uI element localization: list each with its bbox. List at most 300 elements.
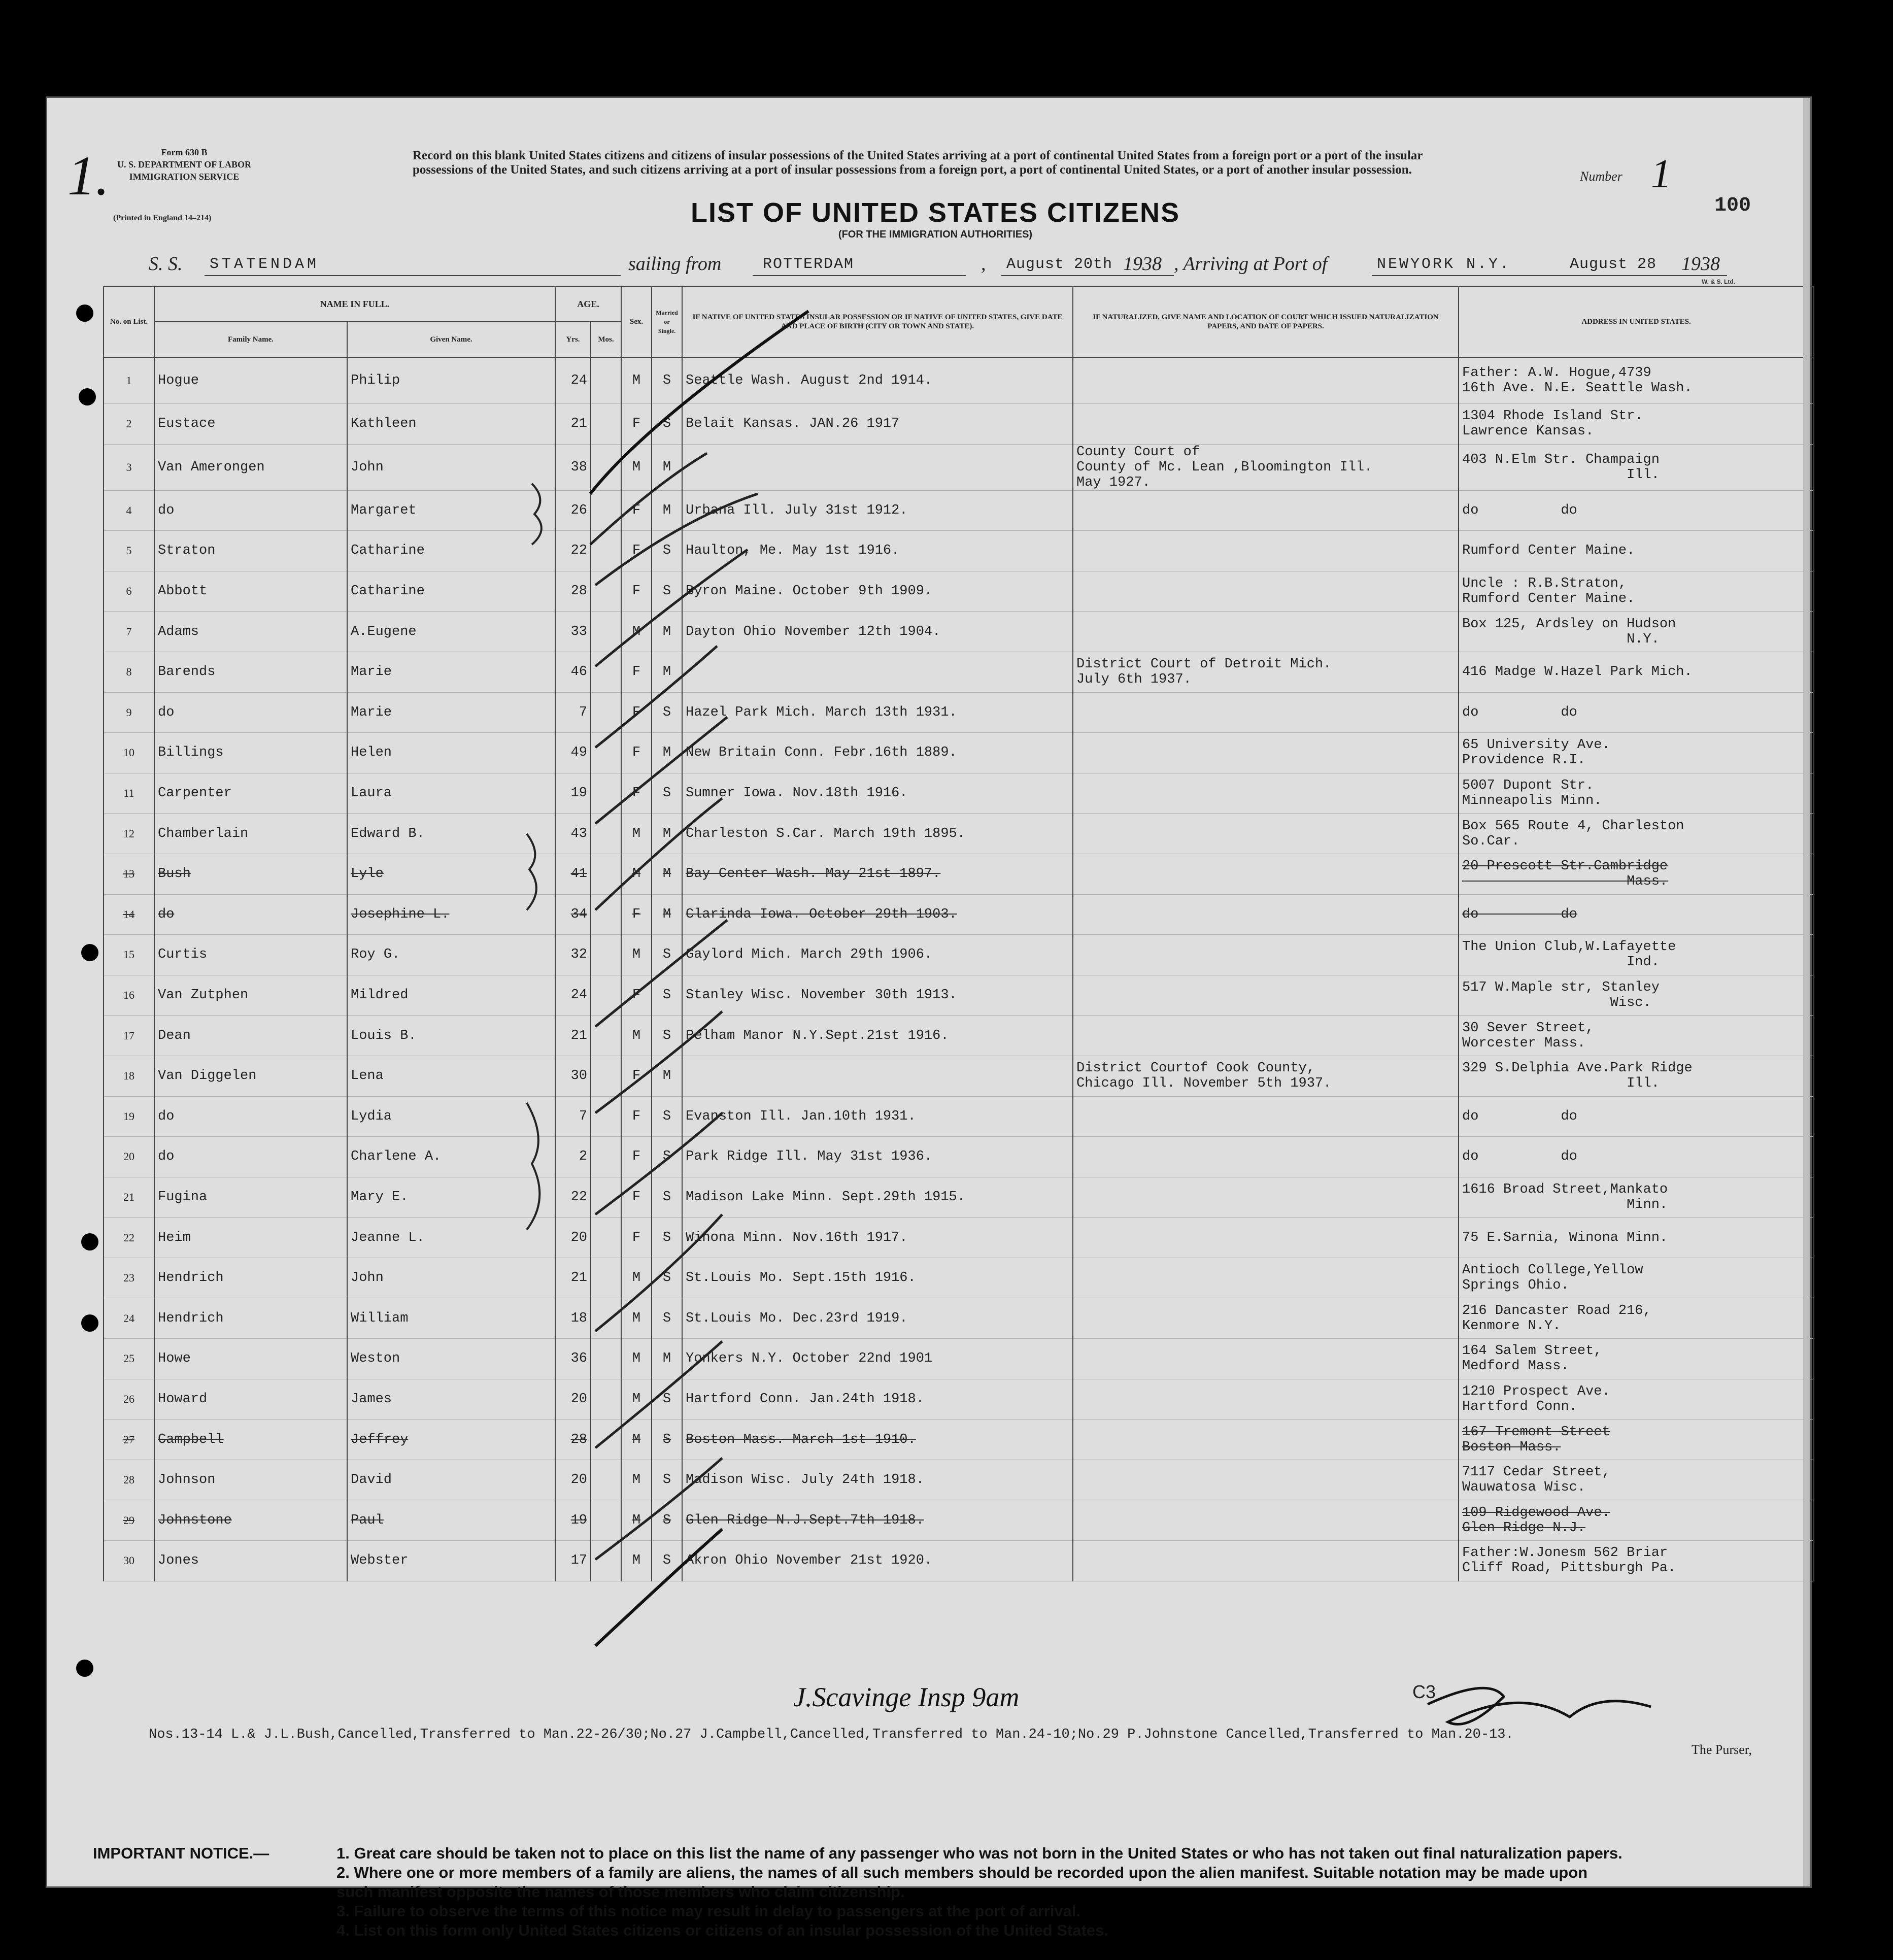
birth-place-date-text: Byron Maine. October 9th 1909.	[686, 584, 933, 599]
us-address-text: do do	[1462, 1108, 1577, 1124]
marital-status-text: S	[662, 1230, 671, 1245]
given-name-text: Marie	[351, 664, 392, 680]
sex-text: F	[632, 584, 641, 599]
row-number-text: 5	[126, 544, 132, 557]
age-years-text: 28	[570, 1432, 588, 1447]
row-number-text: 3	[126, 460, 132, 474]
us-address-text: 5007 Dupont Str. Minneapolis Minn.	[1462, 778, 1602, 809]
family-name-text: Fugina	[158, 1189, 208, 1205]
age-years-text: 17	[570, 1553, 588, 1569]
header-given-name: Given Name.	[347, 322, 555, 357]
check-mark-2	[590, 453, 707, 545]
naturalization-court-text: District Court of Detroit Mich. July 6th 1937.	[1076, 657, 1332, 688]
family-name-text: Chamberlain	[158, 826, 249, 841]
sex-text: M	[632, 1432, 641, 1447]
marital-status-text: M	[662, 502, 671, 518]
notice-item: 2. Where one or more members of a family are aliens, the names of all such members should be recorded upon the alien manifest. Suitable notation may be made upon	[336, 1864, 1588, 1881]
birth-place-date-text: New Britain Conn. Febr.16th 1889.	[686, 745, 957, 761]
age-years-text: 7	[579, 1108, 588, 1124]
sex-text: M	[632, 459, 641, 475]
family-name-text: Hendrich	[158, 1310, 224, 1326]
marital-status-text: S	[662, 1310, 671, 1326]
notice-item: 4. List on this form only United States citizens or citizens of an insular possession of the United States.	[336, 1921, 1108, 1939]
from-port: ROTTERDAM	[763, 256, 855, 273]
age-years-text: 21	[570, 1270, 588, 1286]
marital-status-text: M	[662, 866, 671, 882]
family-name-text: Jones	[158, 1553, 199, 1569]
family-name-text: Heim	[158, 1230, 191, 1245]
age-years-text: 28	[570, 584, 588, 599]
check-mark-5	[595, 646, 717, 748]
age-years-text: 21	[570, 416, 588, 432]
family-name-text: do	[158, 502, 175, 518]
sex-text: F	[632, 502, 641, 518]
us-address-text: 65 University Ave. Providence R.I.	[1462, 737, 1610, 768]
marital-status-text: S	[662, 1512, 671, 1528]
birth-place-date-text: Haulton, Me. May 1st 1916.	[686, 543, 900, 559]
birth-place-date-text: Hazel Park Mich. March 13th 1931.	[686, 704, 957, 720]
given-name-text: Lyle	[351, 866, 384, 882]
marital-status-text: M	[662, 1068, 671, 1084]
given-name-text: Catharine	[351, 584, 425, 599]
inspector-signature: J.Scavinge Insp 9am	[793, 1682, 1020, 1712]
age-years-text: 46	[570, 664, 588, 680]
ss-label: S. S.	[149, 253, 183, 275]
sex-text: F	[632, 1068, 641, 1084]
given-name-text: Catharine	[351, 543, 425, 559]
service-name: IMMIGRATION SERVICE	[129, 172, 240, 182]
birth-place-date-text: Seattle Wash. August 2nd 1914.	[686, 373, 933, 388]
family-name-text: do	[158, 1108, 175, 1124]
check-mark-1	[590, 311, 808, 494]
punch-hole	[76, 305, 93, 322]
marital-status-text: M	[662, 1351, 671, 1367]
check-mark-9	[595, 1011, 722, 1113]
given-name-text: A.Eugene	[351, 624, 417, 639]
given-name-text: James	[351, 1391, 392, 1407]
sex-text: F	[632, 543, 641, 559]
family-name-text: Bush	[158, 866, 191, 882]
family-name-text: Hendrich	[158, 1270, 224, 1286]
age-years-text: 38	[570, 459, 588, 475]
number-value: 1	[1651, 152, 1671, 196]
marital-status-text: M	[662, 826, 671, 841]
manifest-sheet	[46, 96, 1812, 1939]
marital-status-text: M	[662, 624, 671, 639]
row-number-text: 30	[123, 1554, 134, 1567]
row-number-text: 20	[123, 1150, 134, 1163]
marital-status-text: S	[662, 1270, 671, 1286]
age-years-text: 18	[570, 1310, 588, 1326]
header-sex: Sex.	[621, 286, 652, 357]
age-years-text: 24	[570, 373, 588, 388]
family-name-text: Howard	[158, 1391, 208, 1407]
header-yrs: Yrs.	[555, 322, 591, 357]
birth-place-date-text: Gaylord Mich. March 29th 1906.	[686, 947, 933, 963]
notice-item: such manifest opposite the names of those members who claim citizenship.	[336, 1883, 905, 1901]
sex-text: F	[632, 1108, 641, 1124]
punch-hole	[81, 1314, 98, 1332]
marital-status-text: M	[662, 459, 671, 475]
document-subtitle: (FOR THE IMMIGRATION AUTHORITIES)	[838, 229, 1033, 240]
birth-place-date-text: Yonkers N.Y. October 22nd 1901	[686, 1351, 933, 1367]
us-address-text: 164 Salem Street, Medford Mass.	[1462, 1343, 1602, 1374]
age-years-text: 20	[570, 1230, 588, 1245]
page-number: 100	[1714, 194, 1751, 217]
birth-place-date-text: Madison Lake Minn. Sept.29th 1915.	[686, 1189, 965, 1205]
check-mark-3	[595, 494, 758, 585]
age-years-text: 19	[570, 1512, 588, 1528]
check-mark-10	[595, 1113, 722, 1214]
us-address-text: Father:W.Jonesm 562 Briar Cliff Road, Pittsburgh Pa.	[1462, 1545, 1676, 1576]
row-number-text: 24	[123, 1311, 134, 1325]
department-name: U. S. DEPARTMENT OF LABOR	[117, 159, 252, 170]
family-name-text: do	[158, 1149, 175, 1165]
family-name-text: Van Diggelen	[158, 1068, 257, 1084]
us-address-text: 403 N.Elm Str. Champaign Ill.	[1462, 452, 1660, 483]
family-name-text: Eustace	[158, 416, 216, 432]
arrival-port: NEWYORK N.Y.	[1377, 256, 1511, 273]
family-name-text: Johnson	[158, 1472, 216, 1488]
header-address: ADDRESS IN UNITED STATES.	[1459, 286, 1814, 357]
us-address-text: Box 565 Route 4, Charleston So.Car.	[1462, 818, 1684, 849]
us-address-text: 109 Ridgewood Ave. Glen Ridge N.J.	[1462, 1505, 1610, 1536]
sail-year: 1938	[1123, 253, 1162, 275]
corner-mark: 1.	[67, 145, 110, 207]
us-address-text: Uncle : R.B.Straton, Rumford Center Maine.	[1462, 576, 1635, 607]
age-years-text: 20	[570, 1391, 588, 1407]
given-name-text: Margaret	[351, 502, 417, 518]
row-number-text: 2	[126, 417, 132, 430]
given-name-text: William	[351, 1310, 409, 1326]
marital-status-text: S	[662, 1108, 671, 1124]
sex-text: M	[632, 1270, 641, 1286]
age-years-text: 20	[570, 1472, 588, 1488]
birth-place-date-text: Winona Minn. Nov.16th 1917.	[686, 1230, 908, 1245]
ship-name: STATENDAM	[210, 256, 320, 273]
us-address-text: Rumford Center Maine.	[1462, 543, 1635, 559]
sex-text: F	[632, 988, 641, 1003]
us-address-text: Father: A.W. Hogue,4739 16th Ave. N.E. Seattle Wash.	[1462, 365, 1693, 396]
birth-place-date-text: Park Ridge Ill. May 31st 1936.	[686, 1149, 933, 1165]
sex-text: F	[632, 704, 641, 720]
arrival-year: 1938	[1681, 253, 1720, 275]
row-number-text: 17	[123, 1029, 134, 1042]
purser-label: The Purser,	[1692, 1742, 1752, 1757]
age-years-text: 19	[570, 786, 588, 801]
row-number-text: 13	[123, 867, 134, 881]
row-number-text: 26	[123, 1392, 134, 1405]
age-years-text: 36	[570, 1351, 588, 1367]
row-number-text: 16	[123, 989, 134, 1002]
row-number-text: 4	[126, 503, 132, 517]
family-name-text: Van Zutphen	[158, 988, 249, 1003]
us-address-text: Box 125, Ardsley on Hudson N.Y.	[1462, 616, 1676, 647]
us-address-text: do do	[1462, 906, 1577, 922]
given-name-text: Kathleen	[351, 416, 417, 432]
sex-text: F	[632, 1230, 641, 1245]
family-name-text: Adams	[158, 624, 199, 639]
us-address-text: 30 Sever Street, Worcester Mass.	[1462, 1020, 1594, 1051]
age-years-text: 33	[570, 624, 588, 639]
row-number-text: 28	[123, 1473, 134, 1486]
sex-text: M	[632, 947, 641, 963]
marital-status-text: M	[662, 745, 671, 761]
sex-text: M	[632, 826, 641, 841]
us-address-text: 167 Tremont Street Boston Mass.	[1462, 1424, 1610, 1455]
printed-note: (Printed in England 14–214)	[113, 214, 212, 222]
sex-text: F	[632, 1189, 641, 1205]
sex-text: F	[632, 1149, 641, 1165]
sex-text: M	[632, 1391, 641, 1407]
marital-status-text: S	[662, 543, 671, 559]
age-years-text: 24	[570, 988, 588, 1003]
bracket-2	[527, 834, 536, 910]
marital-status-text: S	[662, 1149, 671, 1165]
sail-date: August 20th	[1006, 256, 1113, 273]
row-number-text: 21	[123, 1190, 134, 1203]
given-name-text: Mildred	[351, 988, 409, 1003]
birth-place-date-text: Glen Ridge N.J.Sept.7th 1918.	[686, 1512, 924, 1528]
age-years-text: 7	[579, 704, 588, 720]
given-name-text: Philip	[351, 373, 400, 388]
sex-text: M	[632, 624, 641, 639]
record-instruction: Record on this blank United States citizens and citizens of insular possessions of the United States arriving at a port of continental United States from a foreign port or a port of the insular possessions of the United States, and such citizens arriving at a port of insular possessions from a foreign port, a port of continental United States, or a port of another insular possession.	[413, 149, 1423, 177]
header-birth: IF NATIVE OF UNITED STATES INSULAR POSSESSION OR IF NATIVE OF UNITED STATES, GIVE DATE AND PLACE OF BIRTH (CITY OR TOWN AND STATE).	[682, 286, 1073, 357]
header-age: AGE.	[555, 286, 621, 322]
family-name-text: Barends	[158, 664, 216, 680]
age-years-text: 30	[570, 1068, 588, 1084]
row-number-text: 22	[123, 1231, 134, 1244]
birth-place-date-text: Hartford Conn. Jan.24th 1918.	[686, 1391, 924, 1407]
us-address-text: 1616 Broad Street,Mankato Minn.	[1462, 1181, 1668, 1212]
sailing-label: sailing from	[628, 253, 722, 275]
given-name-text: Paul	[351, 1512, 384, 1528]
sex-text: F	[632, 906, 641, 922]
marital-status-text: S	[662, 373, 671, 388]
family-name-text: do	[158, 906, 175, 922]
birth-place-date-text: Boston Mass. March 1st 1910.	[686, 1432, 916, 1447]
us-address-text: 416 Madge W.Hazel Park Mich.	[1462, 664, 1693, 680]
given-name-text: Roy G.	[351, 947, 400, 963]
row-number-text: 11	[123, 787, 134, 800]
us-address-text: 20 Prescott Str.Cambridge Mass.	[1462, 859, 1668, 890]
sex-text: M	[632, 1351, 641, 1367]
marital-status-text: S	[662, 416, 671, 432]
given-name-text: Mary E.	[351, 1189, 409, 1205]
sex-text: F	[632, 416, 641, 432]
birth-place-date-text: Akron Ohio November 21st 1920.	[686, 1553, 933, 1569]
marital-status-text: S	[662, 786, 671, 801]
us-address-text: 1304 Rhode Island Str. Lawrence Kansas.	[1462, 409, 1643, 440]
us-address-text: 7117 Cedar Street, Wauwatosa Wisc.	[1462, 1465, 1610, 1496]
family-name-text: Curtis	[158, 947, 208, 963]
header-married: Married or Single.	[652, 286, 682, 357]
given-name-text: Webster	[351, 1553, 409, 1569]
us-address-text: do do	[1462, 502, 1577, 518]
marital-status-text: S	[662, 584, 671, 599]
birth-place-date-text: Evanston Ill. Jan.10th 1931.	[686, 1108, 916, 1124]
family-name-text: Campbell	[158, 1432, 224, 1447]
header-mos: Mos.	[591, 322, 621, 357]
birth-place-date-text: Belait Kansas. JAN.26 1917	[686, 416, 900, 432]
given-name-text: David	[351, 1472, 392, 1488]
row-number-text: 9	[126, 705, 132, 719]
given-name-text: Laura	[351, 786, 392, 801]
header-family-name: Family Name.	[154, 322, 347, 357]
handwritten-marks	[47, 98, 1813, 1889]
marital-status-text: S	[662, 1189, 671, 1205]
age-years-text: 34	[570, 906, 588, 922]
row-number-text: 23	[123, 1271, 134, 1285]
sex-text: M	[632, 1553, 641, 1569]
row-number-text: 12	[123, 827, 134, 840]
purser-signature	[1428, 1688, 1651, 1724]
marital-status-text: S	[662, 947, 671, 963]
sex-text: M	[632, 1310, 641, 1326]
birth-place-date-text: Clarinda Iowa. October 29th 1903.	[686, 906, 957, 922]
given-name-text: Lydia	[351, 1108, 392, 1124]
age-years-text: 21	[570, 1028, 588, 1043]
given-name-text: John	[351, 459, 384, 475]
row-number-text: 14	[123, 907, 134, 921]
number-label: Number	[1580, 169, 1622, 184]
marital-status-text: S	[662, 1432, 671, 1447]
printer-mark: W. & S. Ltd.	[1702, 278, 1735, 285]
punch-hole	[79, 388, 96, 405]
given-name-text: Josephine L.	[351, 906, 450, 922]
given-name-text: Jeanne L.	[351, 1230, 425, 1245]
family-name-text: do	[158, 704, 175, 720]
family-name-text: Hogue	[158, 373, 199, 388]
sex-text: F	[632, 745, 641, 761]
us-address-text: The Union Club,W.Lafayette Ind.	[1462, 939, 1676, 970]
punch-hole	[81, 944, 98, 961]
arrival-date: August 28	[1570, 256, 1657, 273]
check-mark-7	[595, 798, 722, 910]
family-name-text: Abbott	[158, 584, 208, 599]
family-name-text: Dean	[158, 1028, 191, 1043]
given-name-text: Weston	[351, 1351, 400, 1367]
marital-status-text: S	[662, 1472, 671, 1488]
given-name-text: Helen	[351, 745, 392, 761]
check-mark-8	[595, 920, 727, 1027]
age-years-text: 41	[570, 866, 588, 882]
us-address-text: 216 Dancaster Road 216, Kenmore N.Y.	[1462, 1303, 1651, 1334]
notice-label: IMPORTANT NOTICE.—	[93, 1844, 269, 1862]
family-name-text: Straton	[158, 543, 216, 559]
notice-items	[336, 1844, 1808, 1940]
birth-place-date-text: Sumner Iowa. Nov.18th 1916.	[686, 786, 908, 801]
birth-place-date-text: Urbana Ill. July 31st 1912.	[686, 502, 908, 518]
birth-place-date-text: Pelham Manor N.Y.Sept.21st 1916.	[686, 1028, 949, 1043]
given-name-text: Lena	[351, 1068, 384, 1084]
us-address-text: do do	[1462, 704, 1577, 720]
birth-place-date-text: Charleston S.Car. March 19th 1895.	[686, 826, 965, 841]
row-number-text: 6	[126, 585, 132, 598]
family-name-text: Carpenter	[158, 786, 232, 801]
cancellation-note: Nos.13-14 L.& J.L.Bush,Cancelled,Transferred to Man.22-26/30;No.27 J.Campbell,Cancelled,Transferred to Man.24-10;No.29 P.Johnstone Cancelled,Transferred to Man.20-13.	[149, 1727, 1514, 1742]
age-years-text: 22	[570, 1189, 588, 1205]
row-number-text: 7	[126, 625, 132, 638]
row-number-text: 10	[123, 746, 134, 759]
voyage-line: S. S. STATENDAM sailing from ROTTERDAM , August 20th 1938 , Arriving at Port of NEWYORK N.Y. August 28 1938	[149, 253, 1823, 278]
given-name-text: Edward B.	[351, 826, 425, 841]
check-mark-11	[595, 1214, 722, 1331]
header-no: No. on List.	[104, 286, 154, 357]
naturalization-court-text: County Court of County of Mc. Lean ,Bloomington Ill. May 1927.	[1076, 444, 1373, 490]
age-years-text: 43	[570, 826, 588, 841]
marital-status-text: S	[662, 1553, 671, 1569]
row-number-text: 27	[123, 1433, 134, 1446]
row-number-text: 8	[126, 665, 132, 679]
bracket-1	[532, 484, 542, 545]
us-address-text: 517 W.Maple str, Stanley Wisc.	[1462, 980, 1660, 1011]
us-address-text: Antioch College,Yellow Springs Ohio.	[1462, 1263, 1643, 1294]
birth-place-date-text: Bay Center Wash. May 21st 1897.	[686, 866, 941, 882]
us-address-text: do do	[1462, 1149, 1577, 1165]
marital-status-text: S	[662, 1028, 671, 1043]
age-years-text: 2	[579, 1149, 588, 1165]
check-mark-12	[595, 1341, 722, 1448]
birth-place-date-text: St.Louis Mo. Dec.23rd 1919.	[686, 1310, 908, 1326]
row-number-text: 29	[123, 1513, 134, 1527]
bracket-3	[527, 1103, 539, 1230]
us-address-text: 329 S.Delphia Ave.Park Ridge Ill.	[1462, 1061, 1693, 1092]
row-number-text: 25	[123, 1352, 134, 1365]
naturalization-court-text: District Courtof Cook County, Chicago Ill. November 5th 1937.	[1076, 1061, 1332, 1092]
sex-text: F	[632, 786, 641, 801]
form-number: Form 630 B	[161, 147, 208, 157]
punch-hole	[76, 1660, 93, 1677]
birth-place-date-text: Stanley Wisc. November 30th 1913.	[686, 988, 957, 1003]
given-name-text: Charlene A.	[351, 1149, 442, 1165]
sex-text: M	[632, 1028, 641, 1043]
birth-place-date-text: Dayton Ohio November 12th 1904.	[686, 624, 941, 639]
notice-item: 3. Failure to observe the terms of this notice may result in delay to passengers at the port of arrival.	[336, 1902, 1081, 1920]
sex-text: M	[632, 373, 641, 388]
document-title: LIST OF UNITED STATES CITIZENS	[691, 197, 1180, 228]
family-name-text: Johnstone	[158, 1512, 232, 1528]
us-address-text: 75 E.Sarnia, Winona Minn.	[1462, 1230, 1668, 1245]
family-name-text: Billings	[158, 745, 224, 761]
row-number-text: 18	[123, 1069, 134, 1083]
header-name-in-full: NAME IN FULL.	[154, 286, 555, 322]
punch-hole	[81, 1233, 98, 1251]
marital-status-text: M	[662, 664, 671, 680]
us-address-text: 1210 Prospect Ave. Hartford Conn.	[1462, 1383, 1610, 1414]
marital-status-text: M	[662, 906, 671, 922]
age-years-text: 22	[570, 543, 588, 559]
given-name-text: John	[351, 1270, 384, 1286]
age-years-text: 49	[570, 745, 588, 761]
marital-status-text: S	[662, 1391, 671, 1407]
given-name-text: Jeffrey	[351, 1432, 409, 1447]
age-years-text: 32	[570, 947, 588, 963]
sex-text: M	[632, 1512, 641, 1528]
family-name-text: Van Amerongen	[158, 459, 265, 475]
given-name-text: Marie	[351, 704, 392, 720]
sex-text: M	[632, 1472, 641, 1488]
birth-place-date-text: St.Louis Mo. Sept.15th 1916.	[686, 1270, 916, 1286]
row-number-text: 1	[126, 374, 132, 387]
header-naturalized: IF NATURALIZED, GIVE NAME AND LOCATION OF COURT WHICH ISSUED NATURALIZATION PAPERS, AND DATE OF PAPERS.	[1073, 286, 1459, 357]
notice-item: 1. Great care should be taken not to place on this list the name of any passenger who was not born in the United States or who has not taken out final naturalization papers.	[336, 1844, 1622, 1862]
given-name-text: Louis B.	[351, 1028, 417, 1043]
row-number-text: 15	[123, 948, 134, 961]
birth-place-date-text: Madison Wisc. July 24th 1918.	[686, 1472, 924, 1488]
sex-text: F	[632, 664, 641, 680]
